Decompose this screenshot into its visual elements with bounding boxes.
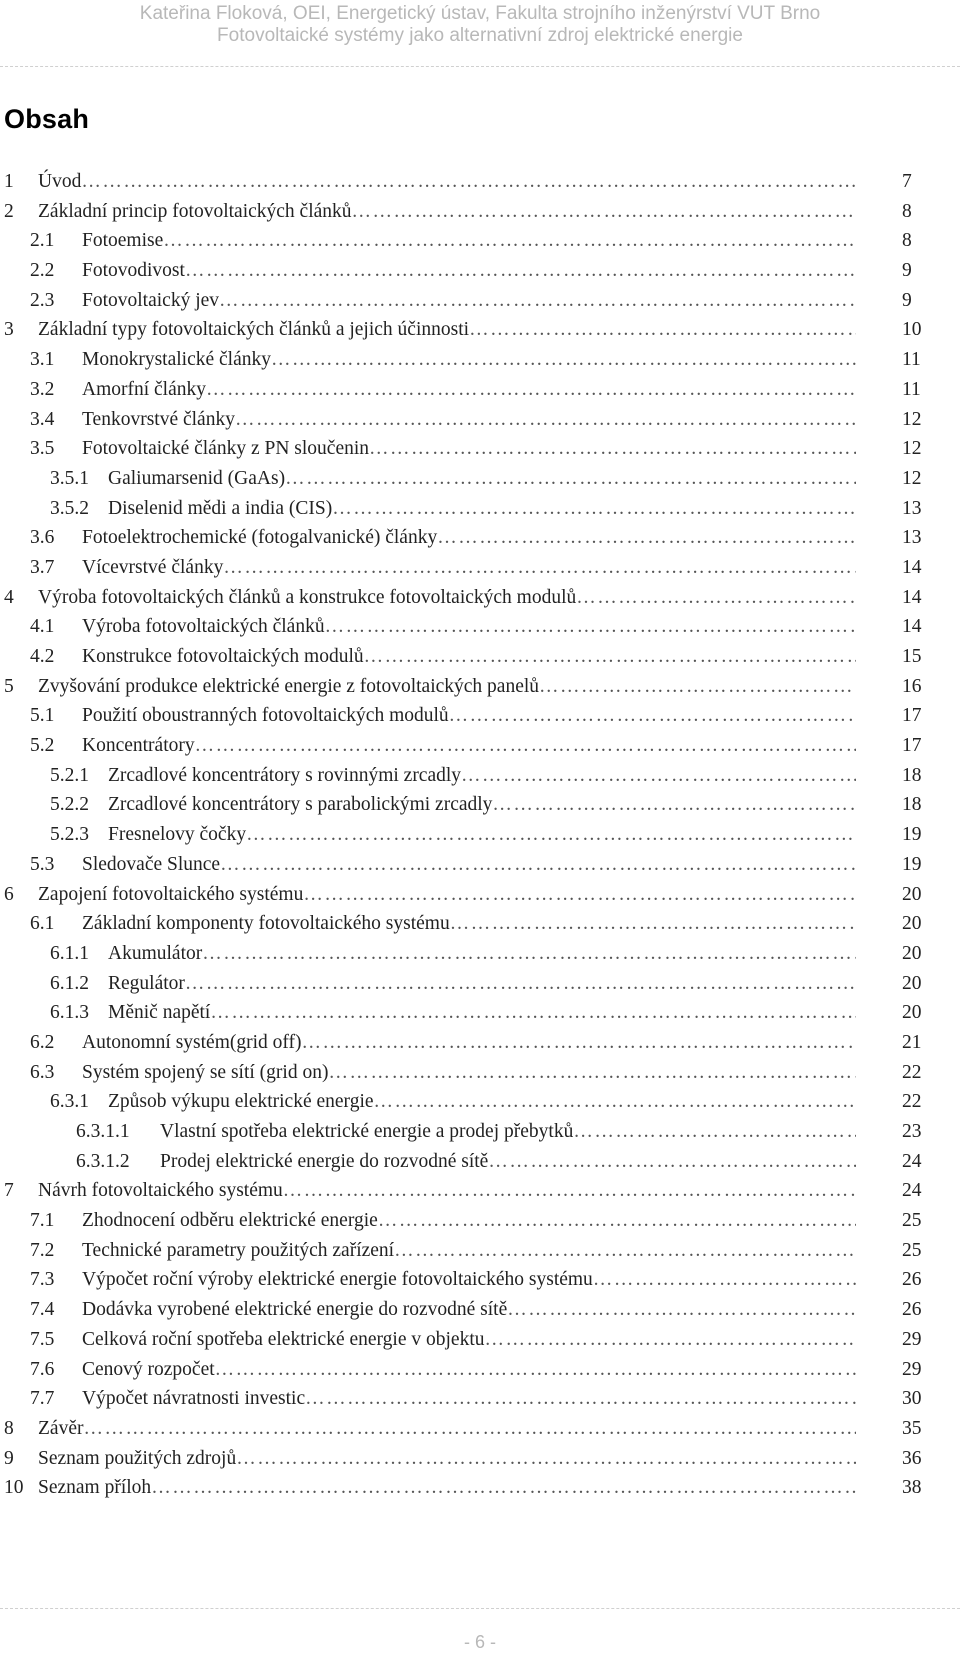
toc-leader-dots [449,701,856,731]
toc-entry-line [82,1028,856,1058]
toc-entry[interactable] [0,1384,960,1414]
toc-entry-number: 5.3 [30,853,55,875]
toc-entry-title: Použití oboustranných fotovoltaických modulů [82,705,449,727]
toc-entry[interactable] [0,1444,960,1474]
toc-entry[interactable] [0,464,960,494]
toc-entry-page: 15 [902,646,922,667]
toc-entry[interactable] [0,1355,960,1385]
toc-entry-line [82,1295,856,1325]
toc-entry-title: Fotovodivost [82,260,185,282]
toc-entry-title: Akumulátor [108,942,203,964]
toc-entry-page: 8 [902,200,912,222]
toc-entry-line [108,761,856,791]
toc-entry-page: 8 [902,230,912,252]
page-title: Obsah [4,104,90,134]
toc-entry-number: 2 [4,200,14,222]
toc-entry-page: 20 [902,883,922,905]
toc-entry-line [108,998,856,1028]
toc-entry-line [108,939,856,969]
toc-entry-number: 5 [4,675,14,697]
toc-entry-title: Fotoelektrochemické (fotogalvanické) články [82,527,438,549]
toc-entry-number: 7.3 [30,1269,55,1291]
toc-entry-number: 5.2 [30,735,55,757]
toc-entry-number: 7.4 [30,1299,55,1321]
toc-entry-line [82,553,856,583]
toc-entry-number: 2.2 [30,260,55,282]
toc-entry[interactable] [0,1473,960,1503]
toc-entry[interactable] [0,1087,960,1117]
toc-entry-title: Monokrystalické články [82,349,271,371]
toc-entry-line [82,701,856,731]
toc-entry-number: 6.3.1.2 [76,1150,130,1172]
toc-entry-title: Návrh fotovoltaického systému [38,1180,283,1202]
toc-entry-page: 35 [902,1417,922,1439]
toc-leader-dots [488,1147,856,1177]
toc-entry[interactable] [0,286,960,316]
header-thesis-title: Fotovoltaické systémy jako alternativní zdroj elektrické energie [217,25,743,46]
toc-entry-title: Konstrukce fotovoltaických modulů [82,646,364,667]
footer-divider [0,1608,960,1609]
toc-entry[interactable] [0,642,960,672]
toc-entry-number: 7.7 [30,1388,55,1410]
toc-entry-line [108,1087,856,1117]
toc-entry-line [82,226,856,256]
toc-entry[interactable] [0,197,960,227]
toc-entry-title: Amorfní články [82,378,207,400]
toc-leader-dots [236,1444,856,1474]
toc-entry-line [82,1206,856,1236]
toc-entry-page: 14 [902,616,922,638]
toc-entry-number: 4 [4,586,14,608]
toc-entry-number: 6.3 [30,1061,55,1083]
toc-entry[interactable] [0,790,960,820]
toc-entry-number: 7.6 [30,1358,55,1380]
toc-entry[interactable] [0,583,960,613]
toc-entry-line [82,642,856,672]
toc-entry-page: 30 [902,1388,922,1410]
toc-entry[interactable] [0,761,960,791]
toc-entry-title: Základní komponenty fotovoltaického systému [82,913,450,935]
toc-leader-dots [485,1325,857,1355]
toc-entry-page: 17 [902,735,922,757]
toc-leader-dots [576,583,856,613]
toc-entry[interactable] [0,1265,960,1295]
toc-entry-page: 24 [902,1180,922,1202]
toc-entry-page: 19 [902,824,922,846]
toc-leader-dots [220,850,856,880]
toc-leader-dots [271,345,856,375]
toc-entry-line [82,731,856,761]
toc-entry[interactable] [0,820,960,850]
toc-leader-dots [185,969,856,999]
toc-entry-title: Technické parametry použitých zařízení [82,1239,395,1261]
toc-entry-line [38,315,856,345]
toc-entry-page: 24 [902,1150,922,1172]
toc-entry[interactable] [0,494,960,524]
toc-entry-number: 4.1 [30,616,55,638]
toc-leader-dots [210,998,856,1028]
toc-entry-line [38,1473,856,1503]
toc-entry-title: Fotovoltaický jev [82,289,220,311]
toc-entry-number: 3.6 [30,527,55,549]
toc-entry-title: Způsob výkupu elektrické energie [108,1091,374,1113]
toc-leader-dots [364,642,856,672]
toc-entry-title: Dodávka vyrobené elektrické energie do rozvodné sítě [82,1299,508,1321]
toc-leader-dots [185,256,856,286]
toc-entry-line [38,672,856,702]
toc-entry-number: 7.1 [30,1210,55,1232]
toc-entry-page: 20 [902,942,922,964]
toc-entry-title: Zhodnocení odběru elektrické energie [82,1210,378,1232]
toc-leader-dots [573,1117,856,1147]
toc-entry-page: 26 [902,1269,922,1291]
toc-entry-number: 6.1.1 [50,942,89,964]
toc-entry-line [38,1444,856,1474]
toc-entry[interactable] [0,880,960,910]
toc-leader-dots [202,939,856,969]
toc-entry[interactable] [0,1058,960,1088]
toc-entry-page: 21 [902,1031,922,1053]
toc-entry-line [160,1117,856,1147]
toc-leader-dots [223,553,856,583]
toc-entry-page: 12 [902,438,922,460]
toc-entry-page: 9 [902,260,912,282]
toc-entry-page: 9 [902,289,912,311]
toc-entry-title: Prodej elektrické energie do rozvodné sítě [160,1150,489,1172]
toc-entry-number: 2.1 [30,230,55,252]
toc-entry-number: 3.2 [30,378,55,400]
toc-entry-page: 11 [902,378,921,400]
toc-entry-page: 14 [902,586,922,608]
toc-entry-number: 6.1 [30,913,55,935]
toc-entry-title: Zapojení fotovoltaického systému [38,883,304,905]
toc-entry-title: Galiumarsenid (GaAs) [108,467,286,489]
toc-entry-title: Diselenid mědi a india (CIS) [108,497,333,519]
toc-leader-dots [285,464,856,494]
toc-entry-title: Zrcadlové koncentrátory s rovinnými zrcadly [108,764,462,786]
toc-leader-dots [215,1355,856,1385]
toc-entry-title: Měnič napětí [108,1002,211,1024]
toc-entry-title: Závěr [38,1417,84,1439]
toc-entry[interactable] [0,850,960,880]
toc-entry[interactable] [0,553,960,583]
toc-entry-page: 29 [902,1328,922,1350]
toc-entry[interactable] [0,375,960,405]
table-of-contents [0,167,960,1503]
toc-leader-dots [369,434,856,464]
toc-entry-title: Sledovače Slunce [82,853,221,875]
toc-entry-line [82,850,856,880]
toc-entry-title: Výroba fotovoltaických článků a konstrukce fotovoltaických modulů [38,586,577,608]
toc-entry[interactable] [0,731,960,761]
toc-entry[interactable] [0,315,960,345]
toc-entry-number: 3 [4,319,14,341]
toc-entry-title: Výroba fotovoltaických článků [82,616,325,638]
toc-entry-title: Výpočet návratnosti investic [82,1388,306,1410]
toc-leader-dots [206,375,856,405]
header-divider [0,66,960,67]
toc-entry[interactable] [0,1176,960,1206]
toc-entry-title: Vlastní spotřeba elektrické energie a prodej přebytků [160,1121,574,1142]
toc-entry-line [82,523,856,553]
toc-entry-number: 7 [4,1180,14,1202]
toc-entry[interactable] [0,226,960,256]
toc-entry-title: Seznam použitých zdrojů [38,1447,237,1469]
toc-entry[interactable] [0,939,960,969]
toc-entry[interactable] [0,1206,960,1236]
toc-entry-line [82,1236,856,1266]
toc-entry-number: 6.1.2 [50,972,89,994]
toc-entry[interactable] [0,969,960,999]
toc-entry-page: 7 [902,171,912,192]
toc-entry-page: 20 [902,972,922,994]
toc-leader-dots [352,197,856,227]
toc-entry[interactable] [0,1295,960,1325]
toc-leader-dots [235,405,856,435]
toc-leader-dots [492,790,856,820]
toc-entry-number: 6.3.1.1 [76,1121,130,1142]
toc-entry-line [82,909,856,939]
toc-entry[interactable] [0,1028,960,1058]
toc-leader-dots [328,1058,856,1088]
toc-entry-line [160,1147,856,1177]
toc-entry-page: 38 [902,1477,922,1499]
toc-entry-line [82,1325,856,1355]
toc-entry-page: 10 [902,319,922,341]
toc-entry-page: 13 [902,497,922,519]
toc-entry[interactable] [0,1147,960,1177]
toc-entry[interactable] [0,1117,960,1147]
toc-entry-number: 3.1 [30,349,55,371]
toc-entry-number: 7.2 [30,1239,55,1261]
toc-entry[interactable] [0,672,960,702]
toc-entry-line [82,345,856,375]
toc-entry-title: Koncentrátory [82,735,195,757]
toc-entry-line [82,375,856,405]
toc-entry-number: 3.4 [30,408,55,430]
toc-entry-line [82,1384,856,1414]
toc-entry[interactable] [0,167,960,197]
toc-entry-line [38,167,856,197]
toc-leader-dots [195,731,856,761]
toc-entry-page: 25 [902,1239,922,1261]
toc-entry-title: Regulátor [108,972,185,994]
toc-entry-number: 10 [4,1477,24,1499]
toc-entry[interactable] [0,909,960,939]
toc-entry-number: 5.2.3 [50,824,89,846]
toc-entry-line [82,256,856,286]
toc-entry-title: Základní princip fotovoltaických článků [38,200,352,222]
toc-entry-page: 36 [902,1447,922,1469]
toc-entry-page: 22 [902,1061,922,1083]
toc-leader-dots [378,1206,856,1236]
toc-entry-title: Seznam příloh [38,1477,152,1499]
toc-leader-dots [163,226,856,256]
toc-entry-page: 20 [902,913,922,935]
toc-entry[interactable] [0,1414,960,1444]
toc-entry-page: 29 [902,1358,922,1380]
toc-entry[interactable] [0,701,960,731]
toc-entry-line [38,583,856,613]
toc-entry-page: 25 [902,1210,922,1232]
toc-leader-dots [394,1236,856,1266]
toc-entry[interactable] [0,434,960,464]
toc-entry-number: 7.5 [30,1328,55,1350]
toc-entry-line [82,612,856,642]
toc-entry-title: Výpočet roční výroby elektrické energie fotovoltaického systému [82,1269,593,1291]
toc-entry-line [38,1176,856,1206]
toc-leader-dots [219,286,856,316]
toc-entry-title: Fresnelovy čočky [108,824,247,846]
toc-entry-line [38,197,856,227]
toc-entry-page: 26 [902,1299,922,1321]
toc-entry-page: 20 [902,1002,922,1024]
toc-entry-number: 3.5.1 [50,467,89,489]
toc-entry[interactable] [0,405,960,435]
toc-entry-line [82,286,856,316]
toc-entry-title: Zvyšování produkce elektrické energie z fotovoltaických panelů [38,675,540,697]
toc-entry-page: 14 [902,556,922,578]
toc-entry-page: 11 [902,349,921,371]
toc-entry-number: 6.1.3 [50,1002,89,1024]
toc-entry-title: Fotoemise [82,230,164,252]
toc-entry-number: 3.5 [30,438,55,460]
toc-leader-dots [151,1473,856,1503]
toc-leader-dots [332,494,856,524]
toc-leader-dots [374,1087,856,1117]
toc-entry-line [82,405,856,435]
toc-entry-number: 4.2 [30,646,55,667]
toc-entry-line [108,820,856,850]
toc-entry[interactable] [0,1236,960,1266]
toc-entry[interactable] [0,523,960,553]
toc-entry-line [38,880,856,910]
toc-entry-title: Tenkovrstvé články [82,408,235,430]
toc-entry-line [82,434,856,464]
toc-leader-dots [305,1384,856,1414]
toc-entry-number: 6.3.1 [50,1091,89,1113]
toc-leader-dots [507,1295,856,1325]
toc-leader-dots [325,612,856,642]
toc-entry-line [108,494,856,524]
toc-entry-number: 8 [4,1417,14,1439]
toc-entry[interactable] [0,612,960,642]
toc-entry-line [108,464,856,494]
toc-entry-number: 3.5.2 [50,497,89,519]
toc-entry-title: Cenový rozpočet [82,1358,215,1380]
toc-entry-number: 5.1 [30,705,55,727]
toc-entry-number: 9 [4,1447,14,1469]
toc-entry-number: 5.2.2 [50,794,89,816]
toc-entry-title: Celková roční spotřeba elektrické energie v objektu [82,1328,485,1350]
toc-leader-dots [593,1265,856,1295]
toc-entry[interactable] [0,1325,960,1355]
toc-leader-dots [461,761,856,791]
toc-entry-line [82,1265,856,1295]
toc-entry-page: 12 [902,408,922,430]
page-number: - 6 - [463,1632,496,1652]
toc-entry-page: 18 [902,794,922,816]
toc-entry-page: 16 [902,675,922,697]
toc-entry-line [38,1414,856,1444]
toc-entry-title: Systém spojený se sítí (grid on) [82,1061,329,1083]
toc-leader-dots [302,1028,856,1058]
toc-entry-title: Úvod [38,171,82,192]
toc-leader-dots [469,315,856,345]
toc-entry-page: 22 [902,1091,922,1113]
toc-entry[interactable] [0,345,960,375]
toc-leader-dots [303,880,856,910]
toc-entry-line [108,790,856,820]
toc-leader-dots [450,909,856,939]
toc-entry[interactable] [0,998,960,1028]
toc-leader-dots [246,820,856,850]
toc-entry-line [108,969,856,999]
toc-entry-number: 3.7 [30,556,55,578]
toc-entry-title: Vícevrstvé články [82,556,224,578]
toc-entry-page: 12 [902,467,922,489]
toc-entry-page: 23 [902,1121,922,1142]
toc-entry[interactable] [0,256,960,286]
toc-entry-number: 6 [4,883,14,905]
toc-entry-title: Fotovoltaické články z PN sloučenin [82,438,370,460]
toc-entry-line [82,1058,856,1088]
header-author-line: Kateřina Floková, OEI, Energetický ústav, Fakulta strojního inženýrství VUT Brno [139,3,821,24]
toc-entry-number: 6.2 [30,1031,55,1053]
toc-leader-dots [283,1176,856,1206]
toc-entry-page: 18 [902,764,922,786]
toc-leader-dots [81,167,856,197]
toc-entry-number: 2.3 [30,289,55,311]
toc-entry-page: 13 [902,527,922,549]
toc-entry-number: 5.2.1 [50,764,89,786]
toc-entry-line [82,1355,856,1385]
toc-entry-page: 17 [902,705,922,727]
toc-leader-dots [83,1414,856,1444]
toc-entry-title: Zrcadlové koncentrátory s parabolickými zrcadly [108,794,493,816]
toc-entry-title: Základní typy fotovoltaických článků a jejich účinnosti [38,319,470,341]
toc-leader-dots [539,672,856,702]
toc-entry-page: 19 [902,853,922,875]
toc-entry-title: Autonomní systém(grid off) [82,1031,302,1053]
toc-entry-number: 1 [4,171,14,192]
toc-leader-dots [437,523,856,553]
